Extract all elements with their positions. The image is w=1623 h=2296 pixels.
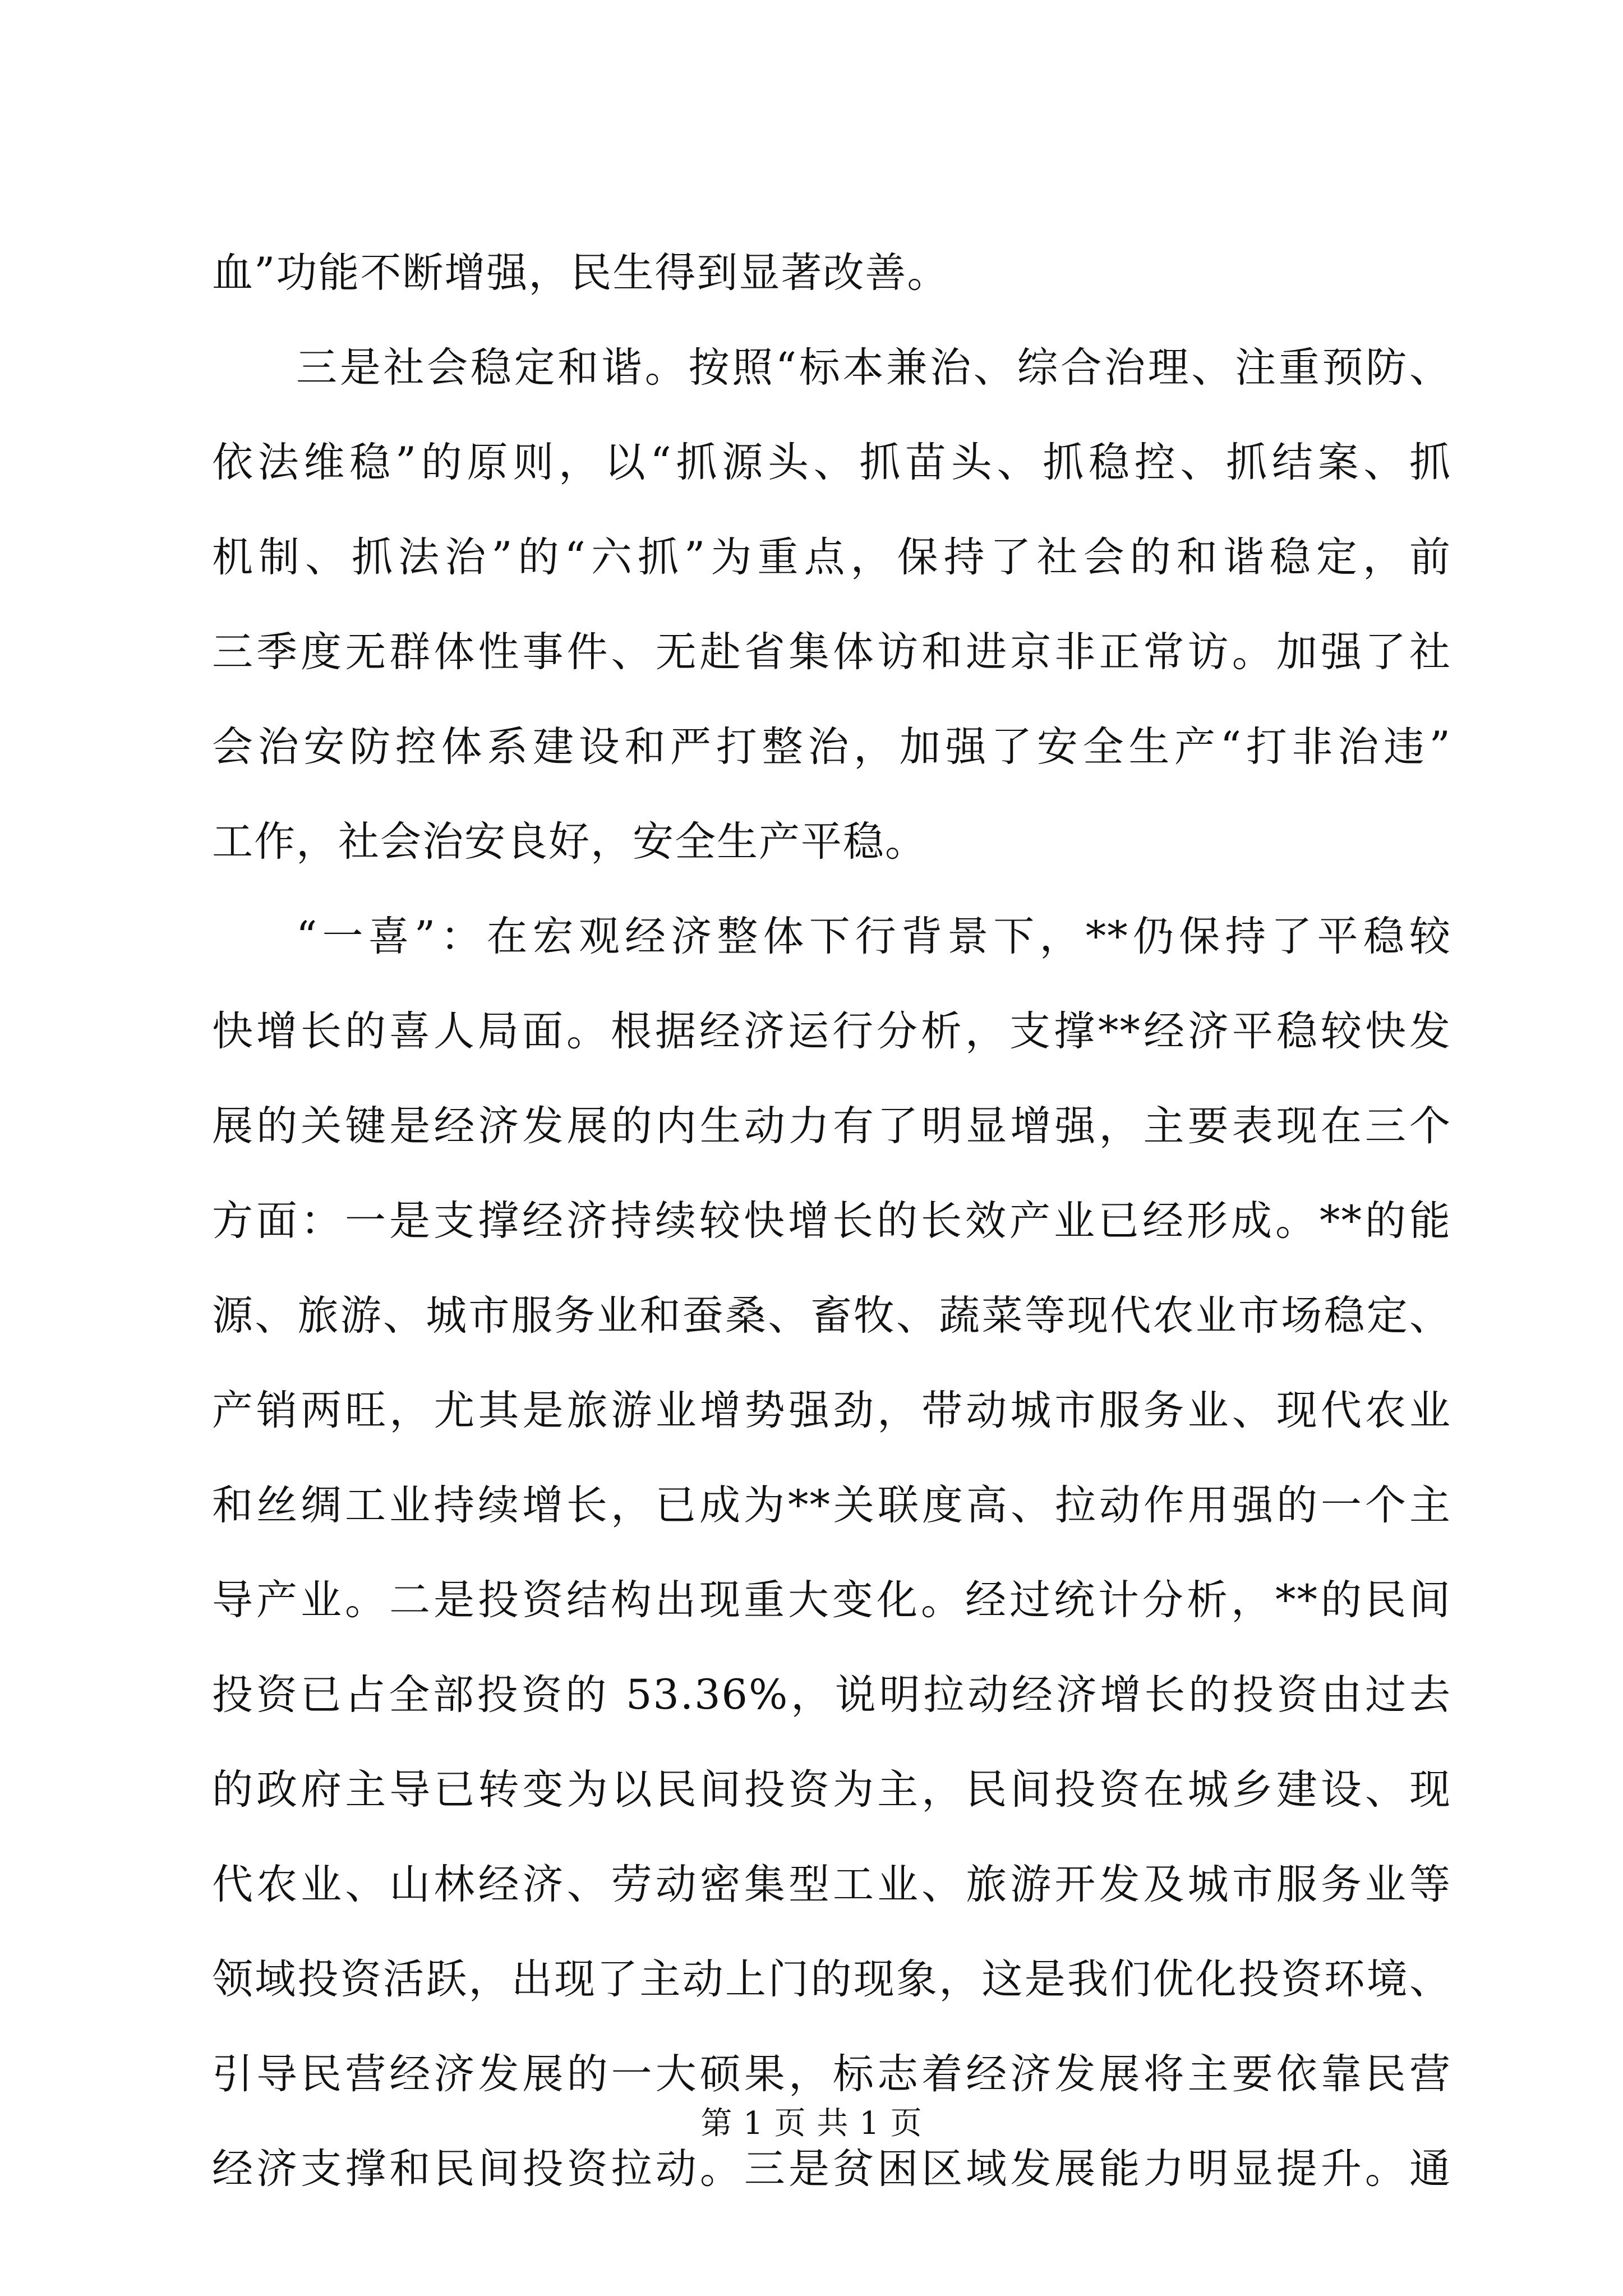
text-line: 和丝绸工业持续增长，已成为**关联度高、拉动作用强的一个主 bbox=[212, 1481, 1451, 1529]
text-line: 展的关键是经济发展的内生动力有了明显增强，主要表现在三个 bbox=[212, 1102, 1451, 1150]
text-line: 方面：一是支撑经济持续较快增长的长效产业已经形成。**的能 bbox=[212, 1197, 1451, 1245]
text-line: 的政府主导已转变为以民间投资为主，民间投资在城乡建设、现 bbox=[212, 1766, 1451, 1814]
text-line: 工作，社会治安良好，安全生产平稳。 bbox=[212, 818, 927, 866]
text-line: 引导民营经济发展的一大硕果，标志着经济发展将主要依靠民营 bbox=[212, 2050, 1451, 2098]
page-footer: 第 1 页 共 1 页 bbox=[700, 2105, 923, 2142]
text-line: 三季度无群体性事件、无赴省集体访和进京非正常访。加强了社 bbox=[212, 628, 1451, 676]
text-line: 产销两旺，尤其是旅游业增势强劲，带动城市服务业、现代农业 bbox=[212, 1387, 1451, 1434]
text-line: 快增长的喜人局面。根据经济运行分析，支撑**经济平稳较快发 bbox=[212, 1007, 1451, 1055]
text-line: 投资已占全部投资的 53.36%，说明拉动经济增长的投资由过去 bbox=[212, 1671, 1451, 1719]
text-line: 导产业。二是投资结构出现重大变化。经过统计分析，**的民间 bbox=[212, 1576, 1451, 1624]
text-line: 依法维稳”的原则，以“抓源头、抓苗头、抓稳控、抓结案、抓 bbox=[212, 439, 1451, 486]
text-line: 经济支撑和民间投资拉动。三是贫困区域发展能力明显提升。通 bbox=[212, 2145, 1451, 2193]
text-line: 机制、抓法治”的“六抓”为重点，保持了社会的和谐稳定，前 bbox=[212, 533, 1451, 581]
text-line: 血”功能不断增强，民生得到显著改善。 bbox=[212, 249, 949, 297]
text-line: “一喜”：在宏观经济整体下行背景下，**仍保持了平稳较 bbox=[296, 913, 1451, 960]
text-line: 会治安防控体系建设和严打整治，加强了安全生产“打非治违” bbox=[212, 723, 1451, 771]
text-line: 源、旅游、城市服务业和蚕桑、畜牧、蔬菜等现代农业市场稳定、 bbox=[212, 1292, 1451, 1340]
text-line: 三是社会稳定和谐。按照“标本兼治、综合治理、注重预防、 bbox=[296, 344, 1451, 392]
text-line: 代农业、山林经济、劳动密集型工业、旅游开发及城市服务业等 bbox=[212, 1861, 1451, 1908]
document-body bbox=[212, 226, 1451, 2216]
text-line: 领域投资活跃，出现了主动上门的现象，这是我们优化投资环境、 bbox=[212, 1955, 1451, 2003]
